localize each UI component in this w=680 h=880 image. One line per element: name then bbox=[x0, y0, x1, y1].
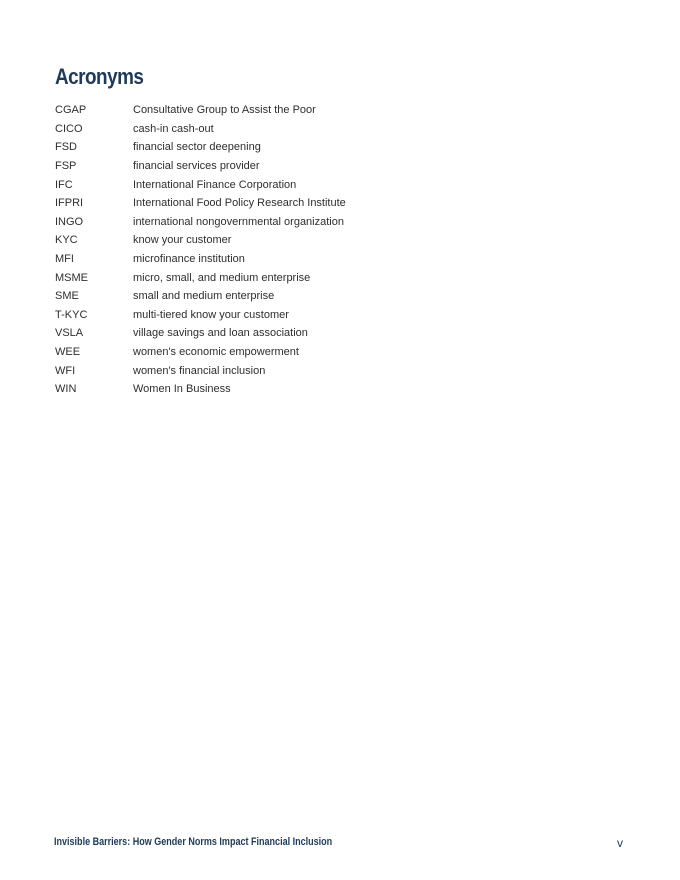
acronym-definition: financial services provider bbox=[133, 160, 260, 173]
acronym-row bbox=[55, 287, 346, 306]
acronym-term: IFC bbox=[55, 178, 73, 191]
acronym-definition: microfinance institution bbox=[133, 253, 245, 266]
acronym-row bbox=[55, 361, 346, 380]
acronym-term: T-KYC bbox=[55, 308, 88, 321]
footer-document-title: Invisible Barriers: How Gender Norms Impact Financial Inclusion bbox=[54, 836, 333, 848]
acronym-term: FSP bbox=[55, 160, 77, 173]
acronym-definition: International Food Policy Research Institute bbox=[133, 197, 346, 210]
acronym-term: CICO bbox=[55, 122, 83, 135]
acronym-term: WEE bbox=[55, 346, 81, 359]
acronym-term: FSD bbox=[55, 141, 77, 154]
acronym-row bbox=[55, 157, 346, 176]
acronym-term: CGAP bbox=[55, 104, 87, 117]
acronym-definition: know your customer bbox=[133, 234, 232, 247]
acronym-row bbox=[55, 250, 346, 269]
acronym-term: WFI bbox=[55, 364, 76, 377]
acronym-definition: small and medium enterprise bbox=[133, 290, 275, 303]
acronym-term: SME bbox=[55, 290, 79, 303]
acronym-definition: village savings and loan association bbox=[133, 327, 308, 340]
acronym-term: MSME bbox=[55, 271, 88, 284]
acronym-row bbox=[55, 324, 346, 343]
acronym-definition: micro, small, and medium enterprise bbox=[133, 271, 311, 284]
acronym-definition: women's financial inclusion bbox=[133, 364, 266, 377]
acronym-row bbox=[55, 380, 346, 399]
acronym-row bbox=[55, 231, 346, 250]
acronym-row bbox=[55, 213, 346, 232]
acronym-term: INGO bbox=[55, 215, 84, 228]
acronym-definition: financial sector deepening bbox=[133, 141, 261, 154]
acronym-row bbox=[55, 343, 346, 362]
acronym-term: VSLA bbox=[55, 327, 84, 340]
acronym-list bbox=[55, 101, 346, 399]
acronym-definition: Women In Business bbox=[133, 383, 231, 396]
acronym-row bbox=[55, 101, 346, 120]
acronym-row bbox=[55, 268, 346, 287]
acronym-term: MFI bbox=[55, 253, 74, 266]
acronym-definition: multi-tiered know your customer bbox=[133, 308, 289, 321]
acronym-definition: International Finance Corporation bbox=[133, 178, 297, 191]
acronym-definition: international nongovernmental organization bbox=[133, 215, 344, 228]
acronym-definition: Consultative Group to Assist the Poor bbox=[133, 104, 316, 117]
acronym-term: IFPRI bbox=[55, 197, 84, 210]
acronym-row bbox=[55, 120, 346, 139]
acronym-row bbox=[55, 138, 346, 157]
acronym-term: KYC bbox=[55, 234, 78, 247]
acronym-definition: cash-in cash-out bbox=[133, 122, 214, 135]
acronym-definition: women's economic empowerment bbox=[133, 346, 299, 359]
page-title: Acronyms bbox=[55, 64, 144, 89]
acronym-term: WIN bbox=[55, 383, 77, 396]
page-number: v bbox=[617, 836, 623, 850]
acronym-row bbox=[55, 306, 346, 325]
acronym-row bbox=[55, 175, 346, 194]
acronym-row bbox=[55, 194, 346, 213]
